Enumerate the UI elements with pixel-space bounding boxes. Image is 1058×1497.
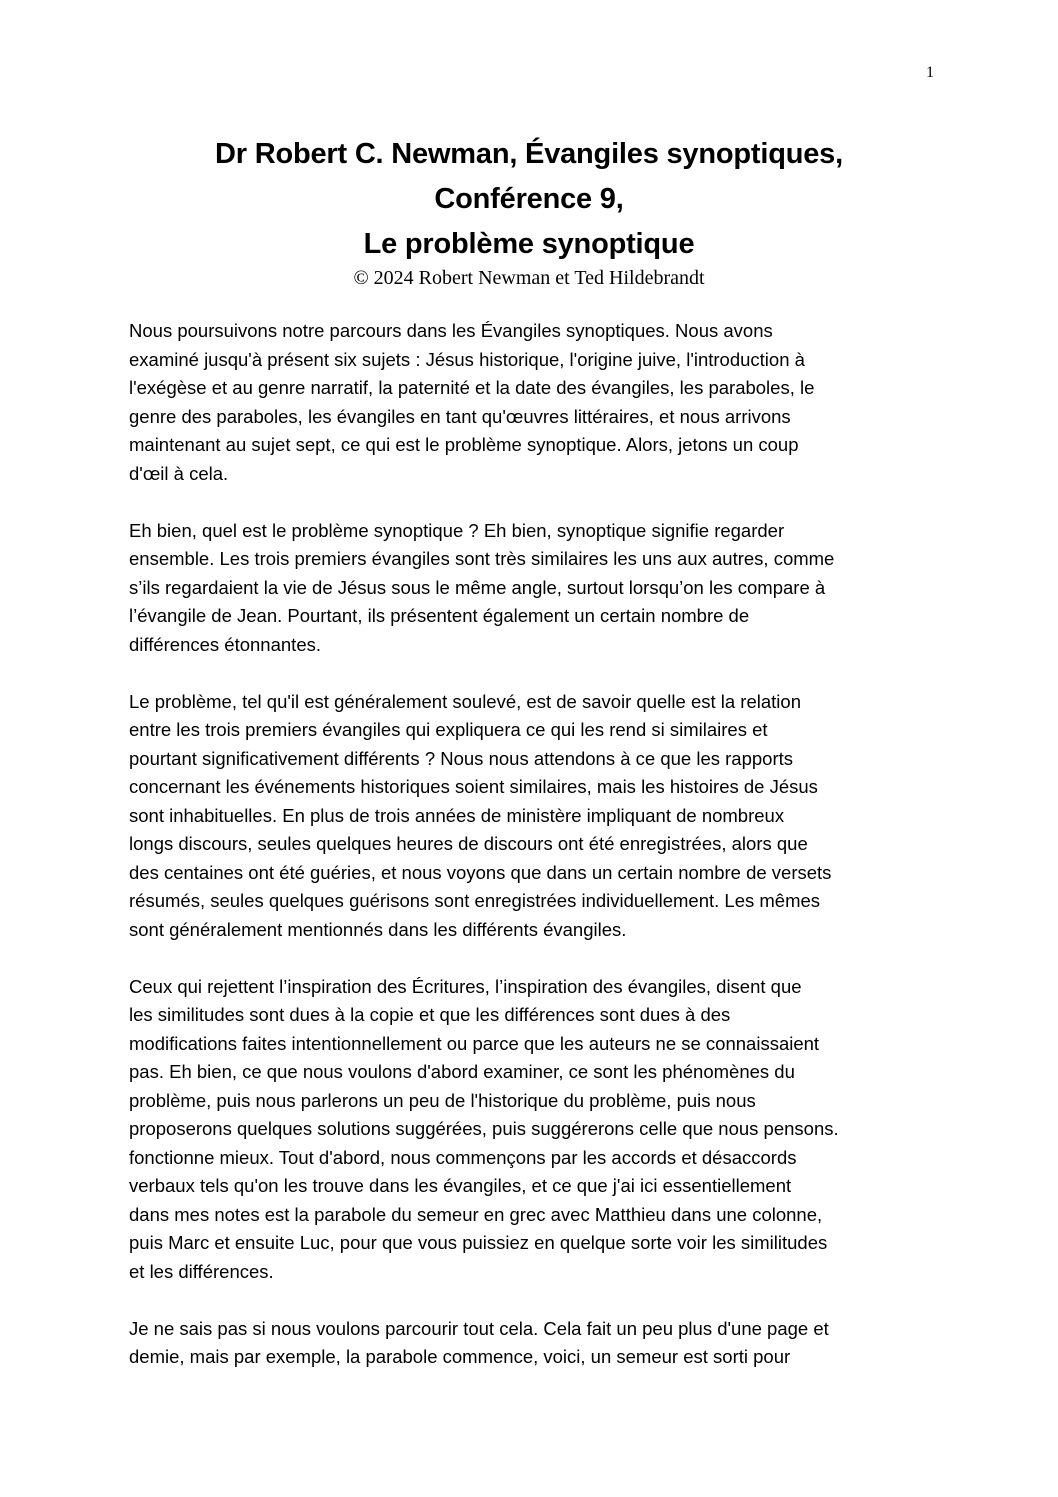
text-line: demie, mais par exemple, la parabole commence, voici, un semeur est sorti pour [129,1346,791,1367]
text-line: problème, puis nous parlerons un peu de l'historique du problème, puis nous [129,1089,756,1111]
paragraph-1 [129,317,929,488]
text-line: sont inhabituelles. En plus de trois années de ministère impliquant de nombreux [129,804,785,826]
text-line: examiné jusqu'à présent six sujets : Jésus historique, l'origine juive, l'introduction à [129,348,805,370]
paragraph-2 [129,517,929,660]
text-line: genre des paraboles, les évangiles en tant qu'œuvres littéraires, et nous arrivons [129,405,791,427]
text-line: fonctionne mieux. Tout d'abord, nous commençons par les accords et désaccords [129,1146,797,1168]
text-line: les similitudes sont dues à la copie et que les différences sont dues à des [129,1004,731,1025]
paragraph-5 [129,1315,929,1372]
text-line: et les différences. [129,1260,274,1282]
text-line: différences étonnantes. [129,633,321,655]
text-line: maintenant au sujet sept, ce qui est le problème synoptique. Alors, jetons un coup [129,434,799,455]
text-line: sont généralement mentionnés dans les différents évangiles. [129,918,627,940]
text-line: Le problème, tel qu'il est généralement soulevé, est de savoir quelle est la relation [129,690,801,712]
document-title-line-1: Dr Robert C. Newman, Évangiles synoptiques, [215,138,843,170]
document-title-line-2: Conférence 9, [434,183,624,215]
document-body [129,317,929,1400]
text-line: dans mes notes est la parabole du semeur en grec avec Matthieu dans une colonne, [129,1203,823,1225]
text-line: s’ils regardaient la vie de Jésus sous le même angle, surtout lorsqu’on les compare à [129,576,826,598]
page-number: 1 [926,64,934,81]
text-line: verbaux tels qu'on les trouve dans les évangiles, et ce que j'ai ici essentiellement [129,1175,792,1196]
copyright-notice: © 2024 Robert Newman et Ted Hildebrandt [353,267,705,289]
text-line: Je ne sais pas si nous voulons parcourir tout cela. Cela fait un peu plus d'une page et [129,1317,829,1339]
text-line: d'œil à cela. [129,462,229,484]
text-line: l’évangile de Jean. Pourtant, ils présentent également un certain nombre de [129,605,750,626]
document-title-line-3: Le problème synoptique [363,228,695,260]
text-line: Eh bien, quel est le problème synoptique ? Eh bien, synoptique signifie regarder [129,519,785,541]
text-line: pas. Eh bien, ce que nous voulons d'abord examiner, ce sont les phénomènes du [129,1061,795,1082]
text-line: ensemble. Les trois premiers évangiles sont très similaires les uns aux autres, comme [129,548,835,569]
text-line: Nous poursuivons notre parcours dans les Évangiles synoptiques. Nous avons [129,320,773,341]
text-line: l'exégèse et au genre narratif, la paternité et la date des évangiles, les paraboles, le [129,377,815,398]
paragraph-3 [129,688,929,945]
text-line: Ceux qui rejettent l’inspiration des Écritures, l’inspiration des évangiles, disent que [129,975,802,997]
text-line: entre les trois premiers évangiles qui expliquera ce qui les rend si similaires et [129,719,768,740]
paragraph-4 [129,973,929,1287]
document-header [0,132,1058,291]
text-line: pourtant significativement différents ? Nous nous attendons à ce que les rapports [129,747,794,769]
text-line: puis Marc et ensuite Luc, pour que vous puissiez en quelque sorte voir les similitudes [129,1232,828,1253]
text-line: des centaines ont été guéries, et nous voyons que dans un certain nombre de versets [129,861,832,883]
text-line: modifications faites intentionnellement ou parce que les auteurs ne se connaissaient [129,1032,820,1054]
text-line: proposerons quelques solutions suggérées, puis suggérerons celle que nous pensons. [129,1118,839,1139]
text-line: concernant les événements historiques soient similaires, mais les histoires de Jésus [129,776,818,797]
text-line: longs discours, seules quelques heures de discours ont été enregistrées, alors que [129,833,808,854]
text-line: résumés, seules quelques guérisons sont enregistrées individuellement. Les mêmes [129,890,821,911]
